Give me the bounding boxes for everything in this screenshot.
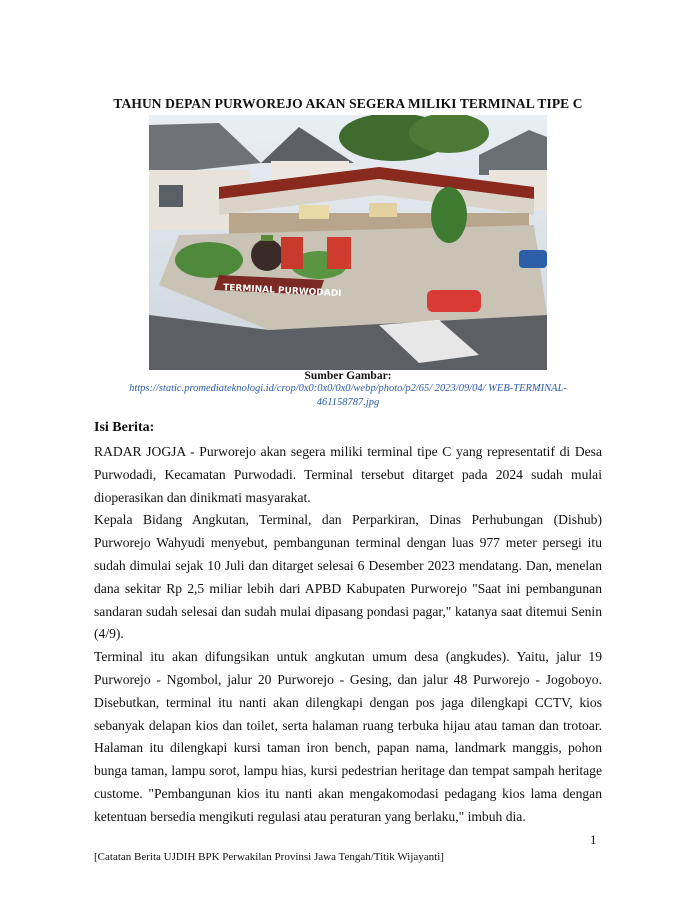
paragraph-1: RADAR JOGJA - Purworejo akan segera miliki terminal tipe C yang representatif di Desa Purwodadi, Kecamatan Purwodadi. Terminal tersebut ditarget pada 2024 sudah mulai dioperasikan dan dinikmati masyarakat. bbox=[94, 444, 602, 505]
image-caption-label: Sumber Gambar: bbox=[304, 370, 392, 382]
image-source-link[interactable]: https://static.promediateknologi.id/crop/0x0:0x0/0x0/webp/photo/p2/65/ 2023/09/04/ WEB-TERMINAL-461158787.jpg bbox=[129, 383, 567, 408]
article-title: TAHUN DEPAN PURWOREJO AKAN SEGERA MILIKI TERMINAL TIPE C bbox=[113, 96, 583, 111]
page-number: 1 bbox=[590, 832, 597, 847]
terminal-sign-text: TERMINAL PURWODADI bbox=[222, 283, 342, 300]
paragraph-2: Kepala Bidang Angkutan, Terminal, dan Perparkiran, Dinas Perhubungan (Dishub) Purworejo Wahyudi menyebut, pembangunan terminal dengan luas 977 meter persegi itu sudah dimulai sejak 10 Juli dan ditarget selesai 6 Desember 2023 mendatang. Dan, menelan dana sekitar Rp 2,5 miliar lebih dari APBD Kabupaten Purworejo "Saat ini pembangunan sandaran sudah selesai dan sudah mulai dipasang pondasi pagar," katanya saat ditemui Senin (4/9). bbox=[94, 512, 602, 642]
paragraph-3: Terminal itu akan difungsikan untuk angkutan umum desa (angkudes). Yaitu, jalur 19 Purworejo - Ngombol, jalur 20 Purworejo - Gesing, dan jalur 48 Purworejo - Jogoboyo. Disebutkan, terminal itu nanti akan dilengkapi dengan pos jaga dilengkapi CCTV, kios sebanyak delapan kios dan toilet, serta halaman ruang terbuka hijau atau taman dan trotoar. Halaman itu dilengkapi kursi taman iron bench, papan nama, landmark manggis, pohon bunga taman, lampu sorot, lampu hias, kursi pedestrian heritage dan tempat sampah heritage custome. "Pembangunan kios itu nanti akan mengakomodasi pedagang kios lama dengan ketentuan bersedia mengikuti regulasi atau peraturan yang berlaku," imbuh dia. bbox=[94, 649, 602, 824]
section-heading: Isi Berita: bbox=[94, 420, 155, 435]
terminal-rendering-image bbox=[149, 115, 547, 370]
footer-note: [Catatan Berita UJDIH BPK Perwakilan Provinsi Jawa Tengah/Titik Wijayanti] bbox=[94, 851, 444, 863]
article-body bbox=[94, 441, 602, 829]
